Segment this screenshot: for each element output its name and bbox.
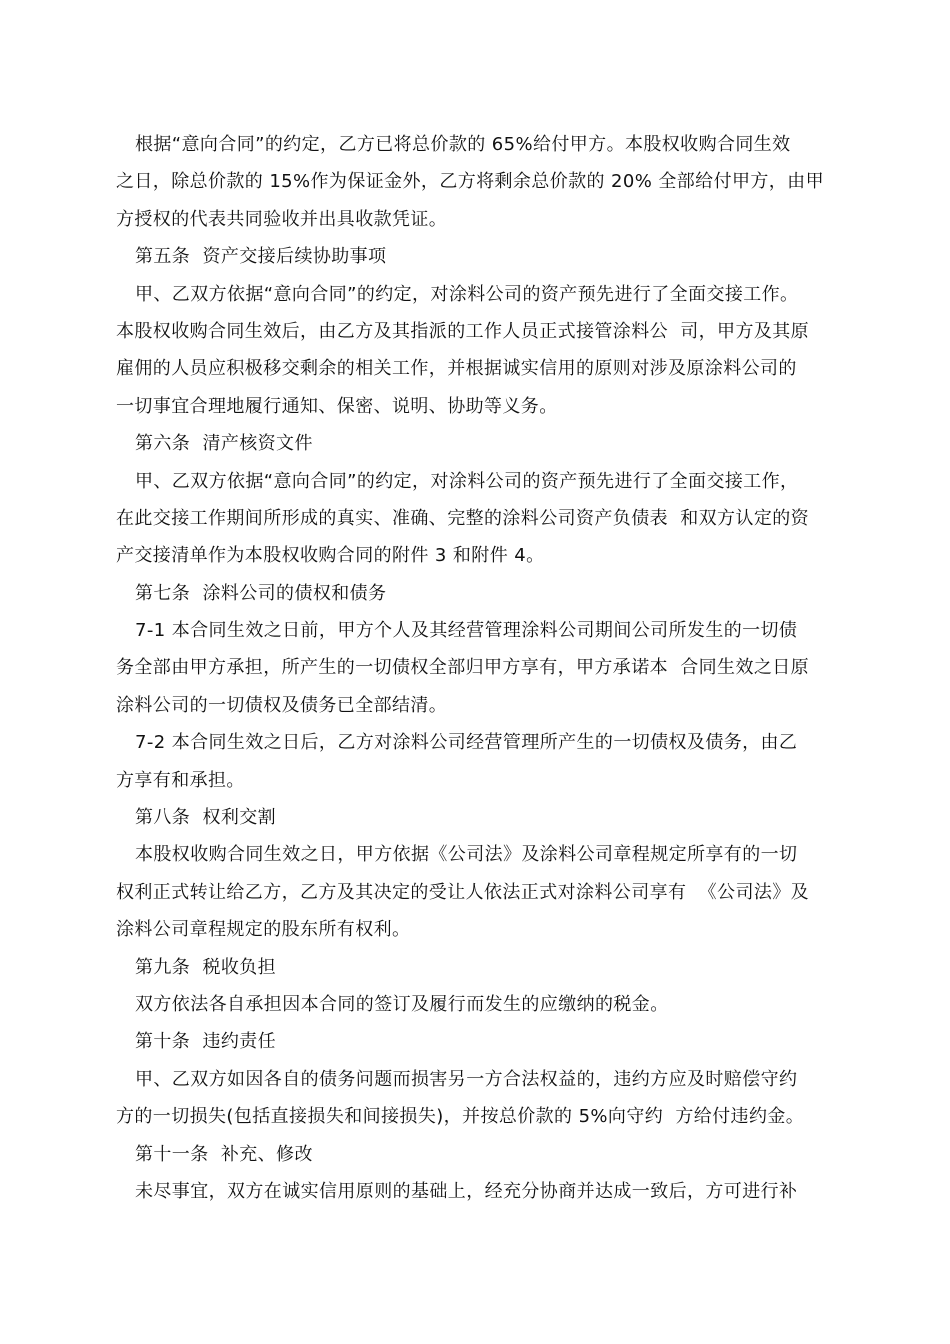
document-body bbox=[116, 126, 838, 1210]
paragraph-line: 7-1 本合同生效之日前，甲方个人及其经营管理涂料公司期间公司所发生的一切债 bbox=[135, 620, 798, 642]
paragraph-line: 根据“意向合同”的约定，乙方已将总价款的 65%给付甲方。本股权收购合同生效 bbox=[135, 134, 791, 155]
paragraph-line: 甲、乙双方依据“意向合同”的约定，对涂料公司的资产预先进行了全面交接工作。 bbox=[135, 283, 799, 305]
article-heading: 第十一条 补充、修改 bbox=[135, 1143, 313, 1165]
paragraph-line: 权利正式转让给乙方，乙方及其决定的受让人依法正式对涂料公司享有 《公司法》及 bbox=[116, 881, 810, 903]
paragraph-line: 方授权的代表共同验收并出具收款凭证。 bbox=[116, 208, 448, 230]
paragraph-line: 甲、乙双方如因各自的债务问题而损害另一方合法权益的，违约方应及时赔偿守约 bbox=[135, 1068, 798, 1090]
paragraph-line: 涂料公司章程规定的股东所有权利。 bbox=[116, 919, 411, 941]
article-heading: 第七条 涂料公司的债权和债务 bbox=[135, 582, 387, 604]
article-heading: 第八条 权利交割 bbox=[135, 807, 277, 829]
paragraph-line: 务全部由甲方承担，所产生的一切债权全部归甲方享有，甲方承诺本 合同生效之日原 bbox=[116, 657, 810, 679]
paragraph-line: 雇佣的人员应积极移交剩余的相关工作，并根据诚实信用的原则对涉及原涂料公司的 bbox=[116, 358, 797, 380]
paragraph-line: 一切事宜合理地履行通知、保密、说明、协助等义务。 bbox=[116, 395, 558, 417]
paragraph-line: 方的一切损失(包括直接损失和间接损失)，并按总价款的 5%向守约 方给付违约金。 bbox=[116, 1106, 805, 1128]
paragraph-line: 之日，除总价款的 15%作为保证金外，乙方将剩余总价款的 20% 全部给付甲方，由甲 bbox=[116, 171, 824, 193]
article-heading: 第十条 违约责任 bbox=[135, 1031, 277, 1053]
paragraph-line: 双方依法各自承担因本合同的签订及履行而发生的应缴纳的税金。 bbox=[135, 993, 669, 1015]
article-heading: 第五条 资产交接后续协助事项 bbox=[135, 246, 387, 268]
article-heading: 第六条 清产核资文件 bbox=[135, 433, 313, 455]
paragraph-line: 本股权收购合同生效之日，甲方依据《公司法》及涂料公司章程规定所享有的一切 bbox=[135, 844, 798, 866]
article-heading: 第九条 税收负担 bbox=[135, 956, 277, 978]
paragraph-line: 7-2 本合同生效之日后，乙方对涂料公司经营管理所产生的一切债权及债务，由乙 bbox=[135, 732, 798, 754]
paragraph-line: 本股权收购合同生效后，由乙方及其指派的工作人员正式接管涂料公 司，甲方及其原 bbox=[116, 320, 810, 342]
paragraph-line: 未尽事宜，双方在诚实信用原则的基础上，经充分协商并达成一致后，方可进行补 bbox=[135, 1180, 798, 1202]
paragraph-line: 方享有和承担。 bbox=[116, 769, 245, 791]
paragraph-line: 产交接清单作为本股权收购合同的附件 3 和附件 4。 bbox=[116, 545, 545, 567]
paragraph-line: 在此交接工作期间所形成的真实、准确、完整的涂料公司资产负债表 和双方认定的资 bbox=[116, 507, 810, 529]
paragraph-line: 涂料公司的一切债权及债务已全部结清。 bbox=[116, 694, 448, 716]
paragraph-line: 甲、乙双方依据“意向合同”的约定，对涂料公司的资产预先进行了全面交接工作， bbox=[135, 470, 799, 492]
